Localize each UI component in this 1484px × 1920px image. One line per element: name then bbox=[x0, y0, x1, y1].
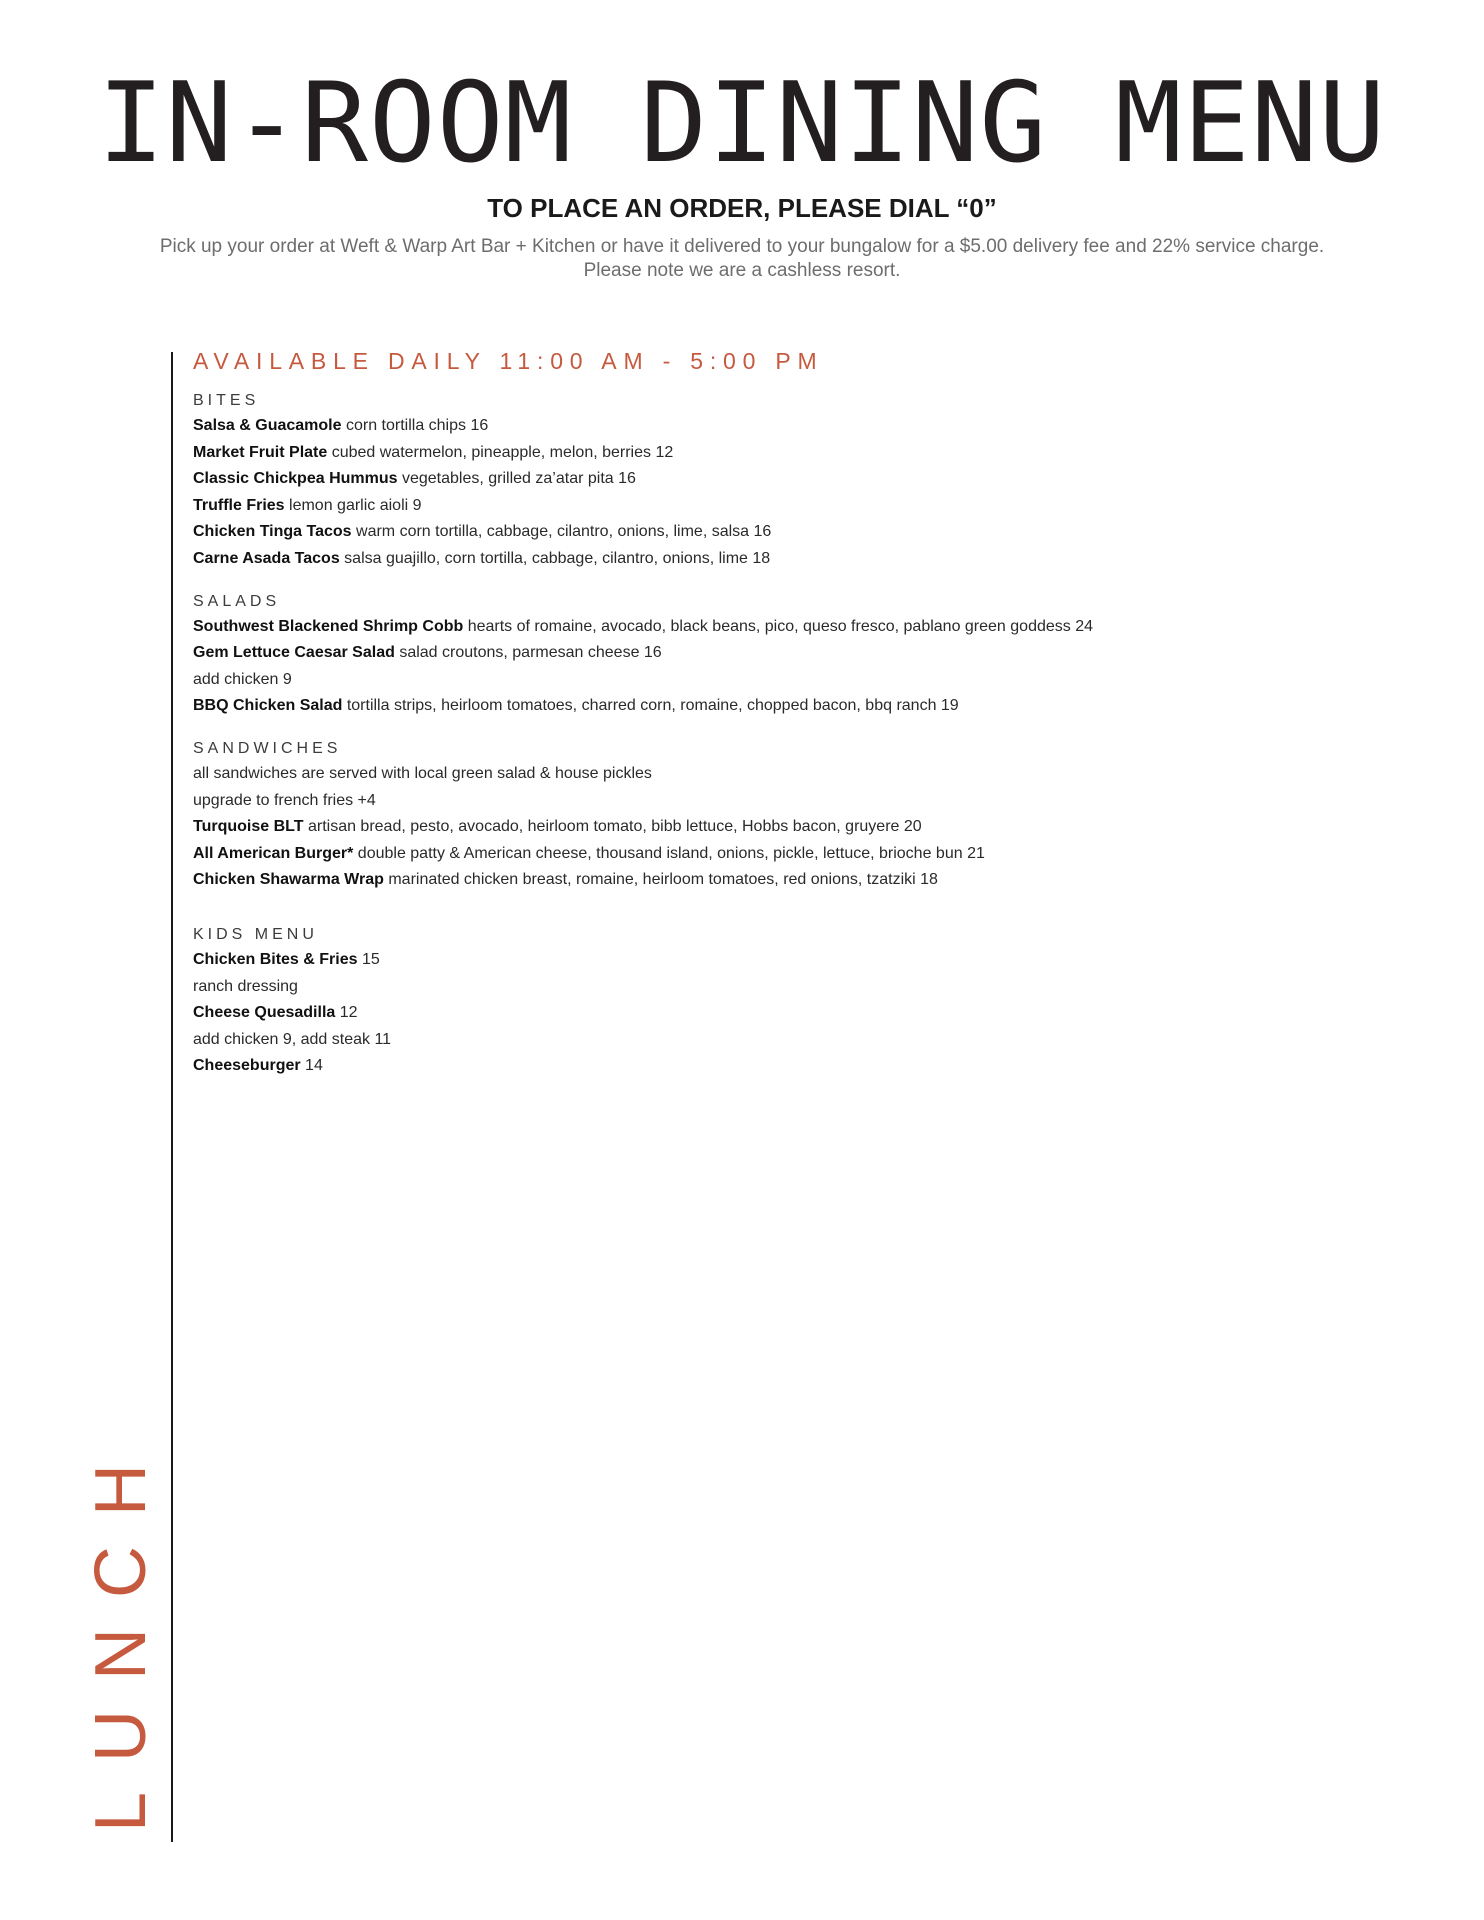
menu-item bbox=[193, 546, 1433, 573]
section-heading: KIDS MENU bbox=[193, 925, 318, 943]
availability-hours: AVAILABLE DAILY 11:00 AM - 5:00 PM bbox=[193, 348, 824, 374]
vertical-divider bbox=[171, 352, 173, 1842]
item-description: 12 bbox=[335, 1004, 358, 1022]
item-name: Southwest Blackened Shrimp Cobb bbox=[193, 617, 464, 635]
item-name: Market Fruit Plate bbox=[193, 443, 328, 461]
item-description: salad croutons, parmesan cheese 16 bbox=[394, 644, 662, 662]
item-name: Cheese Quesadilla bbox=[193, 1004, 336, 1022]
item-name: Chicken Shawarma Wrap bbox=[193, 871, 384, 889]
order-instructions: TO PLACE AN ORDER, PLEASE DIAL “0” bbox=[487, 193, 997, 223]
item-name: Chicken Bites & Fries bbox=[193, 950, 358, 968]
menu-item-addon bbox=[193, 667, 1433, 694]
item-name: Cheeseburger bbox=[193, 1057, 301, 1075]
section-heading: BITES bbox=[193, 392, 260, 409]
item-description: vegetables, grilled za’atar pita 16 bbox=[397, 470, 636, 488]
section-kids-menu bbox=[193, 926, 1433, 1080]
item-description: add chicken 9, add steak 11 bbox=[193, 1030, 392, 1048]
menu-item bbox=[193, 440, 1433, 467]
item-name: Salsa & Guacamole bbox=[193, 417, 342, 434]
item-description: 14 bbox=[300, 1057, 323, 1075]
section-salads bbox=[193, 593, 1433, 720]
menu-item bbox=[193, 466, 1433, 493]
meal-period-label: LUNCH bbox=[81, 1433, 161, 1832]
section-heading: SANDWICHES bbox=[193, 739, 342, 757]
section-bites bbox=[193, 392, 1433, 573]
info-line: Please note we are a cashless resort. bbox=[583, 260, 901, 281]
item-description: ranch dressing bbox=[193, 977, 298, 995]
section-note: all sandwiches are served with local green salad & house pickles bbox=[193, 764, 652, 782]
menu-item bbox=[193, 947, 1433, 974]
item-description: artisan bread, pesto, avocado, heirloom tomato, bibb lettuce, Hobbs bacon, gruyere 20 bbox=[303, 818, 922, 836]
menu-item-addon bbox=[193, 1027, 1433, 1054]
item-description: double patty & American cheese, thousand island, onions, pickle, lettuce, brioche bun 21 bbox=[353, 844, 985, 862]
menu-item-addon bbox=[193, 974, 1433, 1001]
item-name: Truffle Fries bbox=[193, 496, 285, 514]
menu-item bbox=[193, 867, 1433, 894]
menu-item bbox=[193, 693, 1433, 720]
item-description: salsa guajillo, corn tortilla, cabbage, cilantro, onions, lime 18 bbox=[339, 549, 771, 567]
menu-content bbox=[193, 348, 1433, 1100]
menu-item bbox=[193, 814, 1433, 841]
item-name: Gem Lettuce Caesar Salad bbox=[193, 644, 395, 662]
item-description: lemon garlic aioli 9 bbox=[284, 496, 422, 514]
menu-item bbox=[193, 493, 1433, 520]
menu-item bbox=[193, 519, 1433, 546]
item-description: hearts of romaine, avocado, black beans, pico, queso fresco, pablano green goddess 24 bbox=[463, 617, 1094, 635]
item-name: BBQ Chicken Salad bbox=[193, 697, 343, 715]
item-description: warm corn tortilla, cabbage, cilantro, onions, lime, salsa 16 bbox=[351, 523, 772, 541]
item-description: add chicken 9 bbox=[193, 670, 292, 688]
menu-item bbox=[193, 1053, 1433, 1080]
item-name: Turquoise BLT bbox=[193, 818, 304, 836]
item-description: tortilla strips, heirloom tomatoes, charred corn, romaine, chopped bacon, bbq ranch 19 bbox=[342, 697, 959, 715]
pickup-delivery-info bbox=[0, 235, 1484, 283]
menu-item bbox=[193, 841, 1433, 868]
section-heading: SALADS bbox=[193, 592, 281, 610]
item-name: Carne Asada Tacos bbox=[193, 549, 340, 567]
item-name: All American Burger* bbox=[193, 844, 354, 862]
info-line: Pick up your order at Weft & Warp Art Bar + Kitchen or have it delivered to your bungalow for a $5.00 delivery fee and 22% service charge. bbox=[159, 236, 1325, 257]
section-note: upgrade to french fries +4 bbox=[193, 791, 376, 809]
menu-item bbox=[193, 640, 1433, 667]
menu-item bbox=[193, 614, 1433, 641]
menu-title: IN-ROOM DINING MENU bbox=[97, 59, 1387, 188]
item-description: corn tortilla chips 16 bbox=[341, 417, 489, 434]
section-sandwiches bbox=[193, 740, 1433, 894]
item-description: cubed watermelon, pineapple, melon, berries 12 bbox=[327, 443, 674, 461]
menu-item bbox=[193, 1000, 1433, 1027]
item-description: 15 bbox=[357, 950, 380, 968]
item-name: Classic Chickpea Hummus bbox=[193, 470, 398, 488]
item-description: marinated chicken breast, romaine, heirloom tomatoes, red onions, tzatziki 18 bbox=[383, 871, 938, 889]
item-name: Chicken Tinga Tacos bbox=[193, 523, 352, 541]
menu-item bbox=[193, 413, 1433, 440]
